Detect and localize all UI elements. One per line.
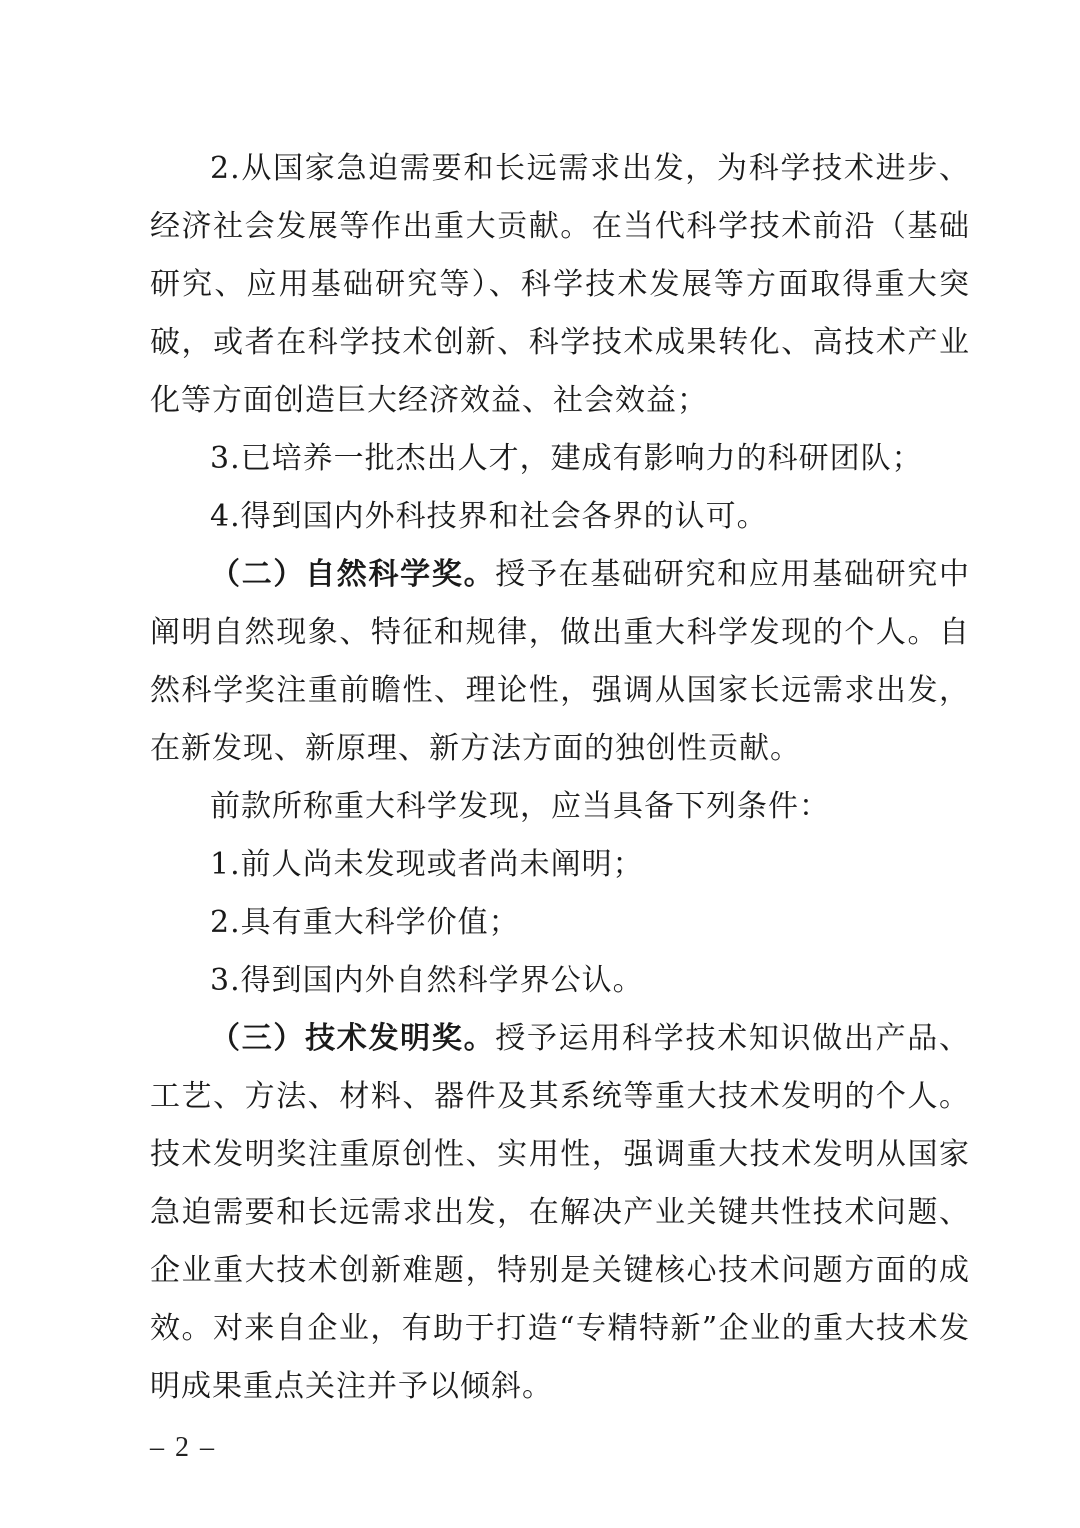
condition-item-3 [150,952,970,1010]
paragraph-text: 授予运用科学技术知识做出产品、工艺、方法、材料、器件及其系统等重大技术发明的个人。技术发明奖注重原创性、实用性，强调重大技术发明从国家急迫需要和长远需求出发，在解决产业关键共性技术问题、企业重大技术创新难题，特别是关键核心技术问题方面的成效。对来自企业，有助于打造“专精特新”企业的重大技术发明成果重点关注并予以倾斜。 [150,1021,971,1404]
paragraph-item-2 [150,140,970,430]
paragraph-text: 2.具有重大科学价值； [210,905,520,940]
paragraph-text: 2.从国家急迫需要和长远需求出发，为科学技术进步、经济社会发展等作出重大贡献。在当代科学技术前沿（基础研究、应用基础研究等）、科学技术发展等方面取得重大突破，或者在科学技术创新、科学技术成果转化、高技术产业化等方面创造巨大经济效益、社会效益； [150,151,970,418]
paragraph-text: 3.得到国内外自然科学界公认。 [210,963,644,998]
section-heading: （二）自然科学奖。 [210,557,496,592]
paragraph-item-4 [150,488,970,546]
condition-item-1 [150,836,970,894]
paragraph-conditions-intro [150,778,970,836]
paragraph-text: 授予在基础研究和应用基础研究中阐明自然现象、特征和规律，做出重大科学发现的个人。自然科学奖注重前瞻性、理论性，强调从国家长远需求出发，在新发现、新原理、新方法方面的独创性贡献。 [150,557,971,766]
paragraph-text: 3.已培养一批杰出人才，建成有影响力的科研团队； [210,441,923,476]
page-number: – 2 – [150,1432,216,1463]
section-heading: （三）技术发明奖。 [210,1021,496,1056]
section-technology-invention-award [150,1010,970,1416]
document-body [150,140,970,1416]
paragraph-text: 4.得到国内外科技界和社会各界的认可。 [210,499,768,534]
section-natural-science-award [150,546,970,778]
condition-item-2 [150,894,970,952]
paragraph-item-3 [150,430,970,488]
paragraph-text: 前款所称重大科学发现，应当具备下列条件： [210,789,830,824]
paragraph-text: 1.前人尚未发现或者尚未阐明； [210,847,644,882]
